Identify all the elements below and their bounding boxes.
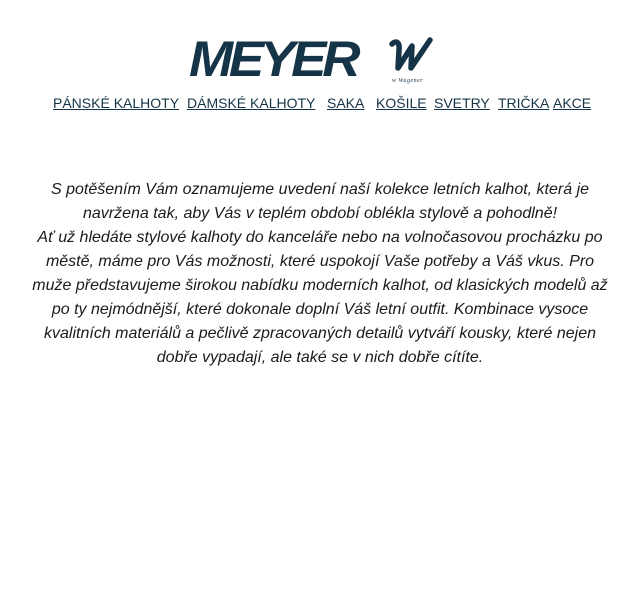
nav-link-damske-kalhoty[interactable]: DÁMSKÉ KALHOTY (187, 95, 316, 111)
meyer-logo[interactable]: MEYER (189, 31, 357, 87)
intro-paragraph: S potěšením Vám oznamujeme uvedení naší kolekce letních kalhot, která je navržena tak, aby Vás v teplém období oblékla stylově a pohodlně! (50, 181, 590, 222)
nav-link-saka[interactable]: SAKA (327, 95, 365, 111)
brand-header (0, 31, 640, 90)
category-nav (0, 94, 640, 114)
wagener-logo-caption: w Wagener (392, 78, 424, 84)
intro-paragraph: Ať už hledáte stylové kalhoty do kanceláře nebo na volnočasovou procházku po městě, máme pro Vás možnosti, které uspokojí Vaše potřeby a Váš vkus. Pro muže představujeme širokou nabídku moderních kalhot, od klasických modelů až po ty nejmódnější, které dokonale doplní Váš letní outfit. Kombinace vysoce kvalitních materiálů a pečlivě zpracovaných detailů vytváří kousky, které nejen dobře vypadají, ale také se v nich dobře cítíte. (32, 229, 608, 366)
nav-link-kosile[interactable]: KOŠILE (376, 95, 427, 111)
nav-link-panske-kalhoty[interactable]: PÁNSKÉ KALHOTY (53, 95, 180, 111)
nav-link-tricka[interactable]: TRIČKA (498, 95, 550, 111)
intro-text (32, 178, 608, 370)
nav-link-svetry[interactable]: SVETRY (434, 95, 490, 111)
nav-link-akce[interactable]: AKCE (553, 95, 592, 111)
